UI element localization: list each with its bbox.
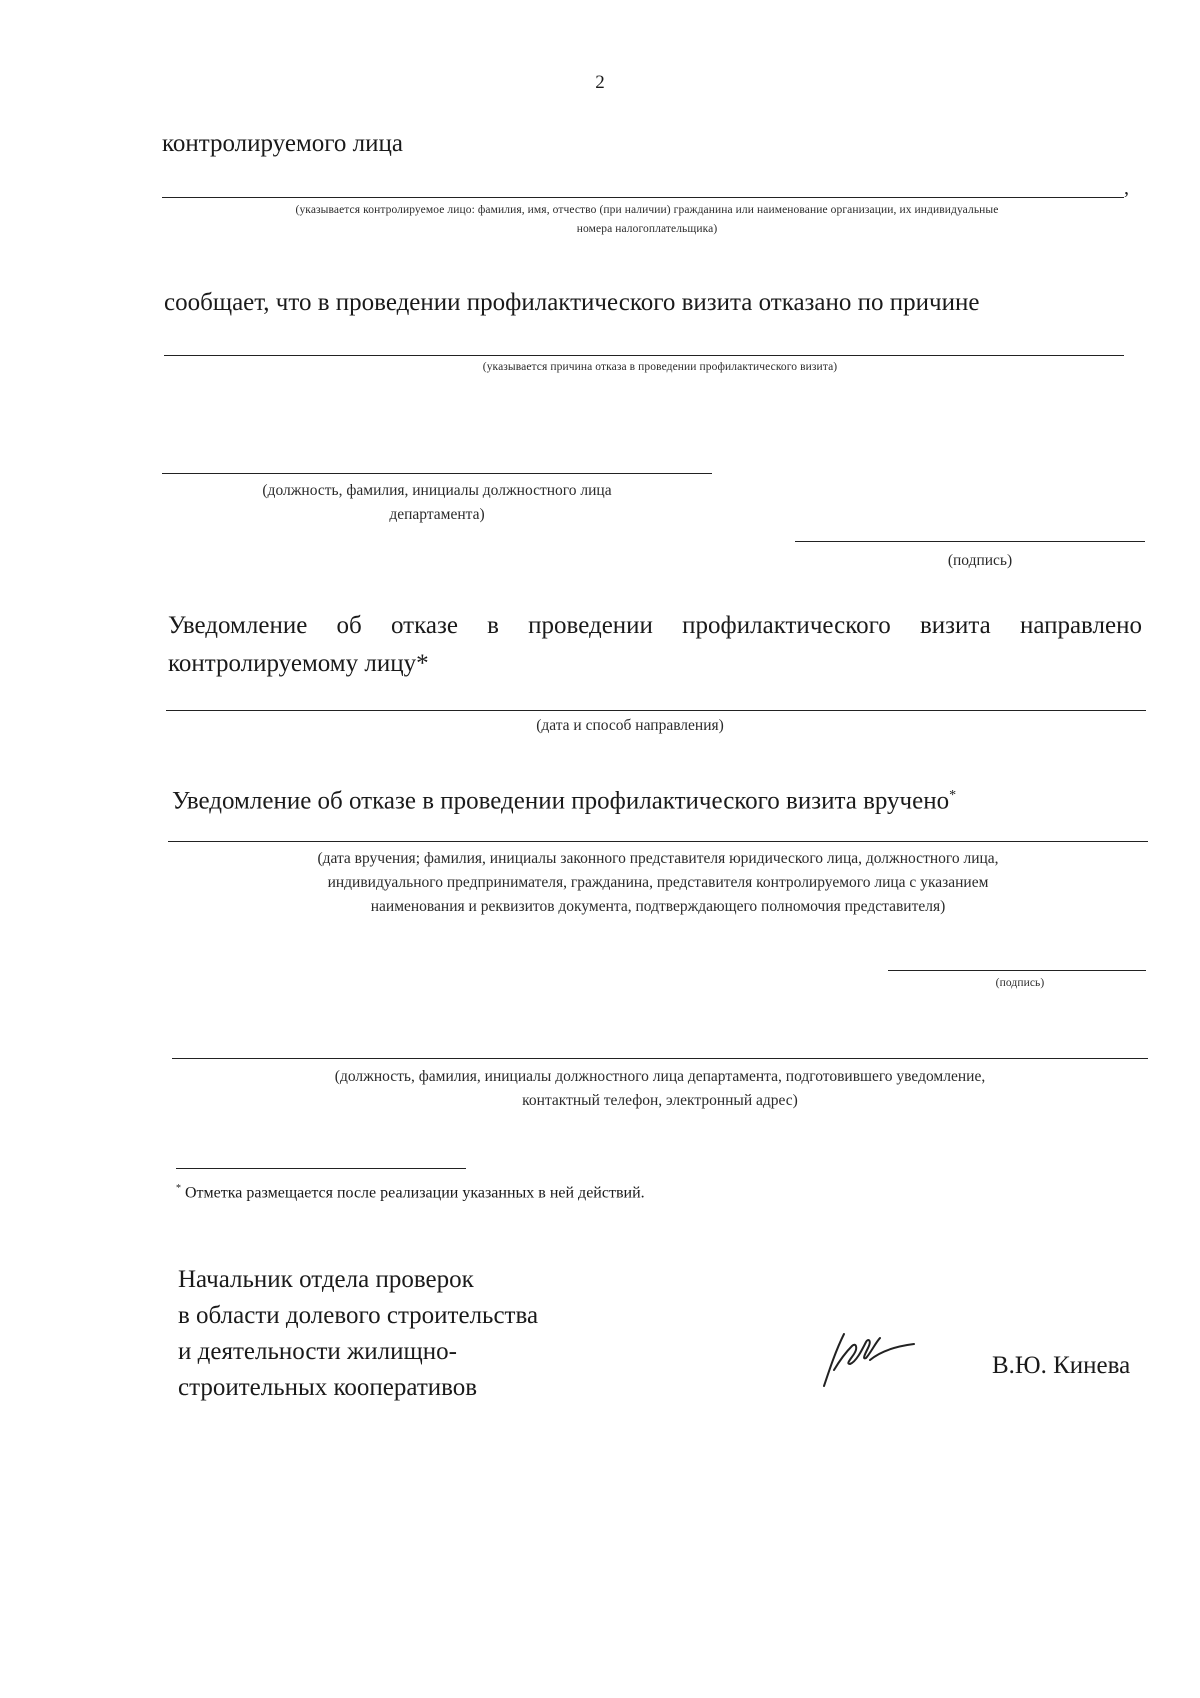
footnote-separator (176, 1168, 466, 1169)
preparer-line (172, 1058, 1148, 1059)
signatory-name: В.Ю. Кинева (992, 1352, 1131, 1379)
controlled-person-heading: контролируемого лица (162, 130, 403, 157)
page-number: 2 (595, 72, 605, 93)
official-caption-1: (должность, фамилия, инициалы должностного лица (262, 482, 612, 499)
footnote (176, 1183, 645, 1202)
controlled-person-field-line (162, 197, 1124, 198)
notice-sent-text-2: контролируемому лицу* (168, 650, 429, 677)
notice-delivered-caption-3: наименования и реквизитов документа, подтверждающего полномочия представителя) (370, 898, 946, 915)
preparer-caption-1: (должность, фамилия, инициалы должностного лица департамента, подготовившего уведомление, (334, 1068, 986, 1085)
delivered-signature-caption: (подпись) (995, 977, 1045, 989)
refusal-reason-line (164, 355, 1124, 356)
official-signature-line (795, 541, 1145, 542)
footnote-mark: * (176, 1183, 181, 1194)
signatory-title-line-3: и деятельности жилищно- (178, 1338, 457, 1365)
preparer-caption-2: контактный телефон, электронный адрес) (522, 1092, 798, 1109)
notice-sent-caption: (дата и способ направления) (536, 717, 724, 734)
delivered-signature-line (888, 970, 1146, 971)
trailing-comma: , (1124, 177, 1129, 199)
notice-sent-line (166, 710, 1146, 711)
notice-sent-text-1: Уведомление об отказе в проведении профилактического визита направлено (168, 612, 1142, 639)
footnote-text: Отметка размещается после реализации указанных в ней действий. (185, 1184, 645, 1202)
controlled-person-caption-2: номера налогоплательщика) (576, 223, 718, 235)
signatory-title-line-2: в области долевого строительства (178, 1302, 539, 1329)
notice-delivered-caption-1: (дата вручения; фамилия, инициалы законного представителя юридического лица, должностного лица, (317, 850, 999, 867)
refusal-statement: сообщает, что в проведении профилактического визита отказано по причине (164, 289, 980, 316)
refusal-reason-caption: (указывается причина отказа в проведении профилактического визита) (482, 361, 838, 373)
official-caption-2: департамента) (389, 506, 485, 523)
official-signature-caption: (подпись) (947, 552, 1013, 569)
notice-delivered-statement: Уведомление об отказе в проведении профилактического визита вручено (172, 787, 950, 815)
official-line (162, 473, 712, 474)
notice-delivered-text (172, 779, 956, 817)
notice-delivered-caption-2: индивидуального предпринимателя, гражданина, представителя контролируемого лица с указанием (327, 874, 989, 891)
handwritten-signature (810, 1320, 920, 1392)
signatory-title (178, 1262, 538, 1406)
notice-delivered-line (168, 841, 1148, 842)
signatory-title-line-4: строительных кооперативов (178, 1374, 478, 1401)
notice-delivered-mark: * (949, 788, 957, 803)
signatory-title-line-1: Начальник отдела проверок (178, 1266, 474, 1293)
controlled-person-caption-1: (указывается контролируемое лицо: фамилия, имя, отчество (при наличии) гражданина или наименование организации, их индивидуальные (295, 204, 999, 216)
